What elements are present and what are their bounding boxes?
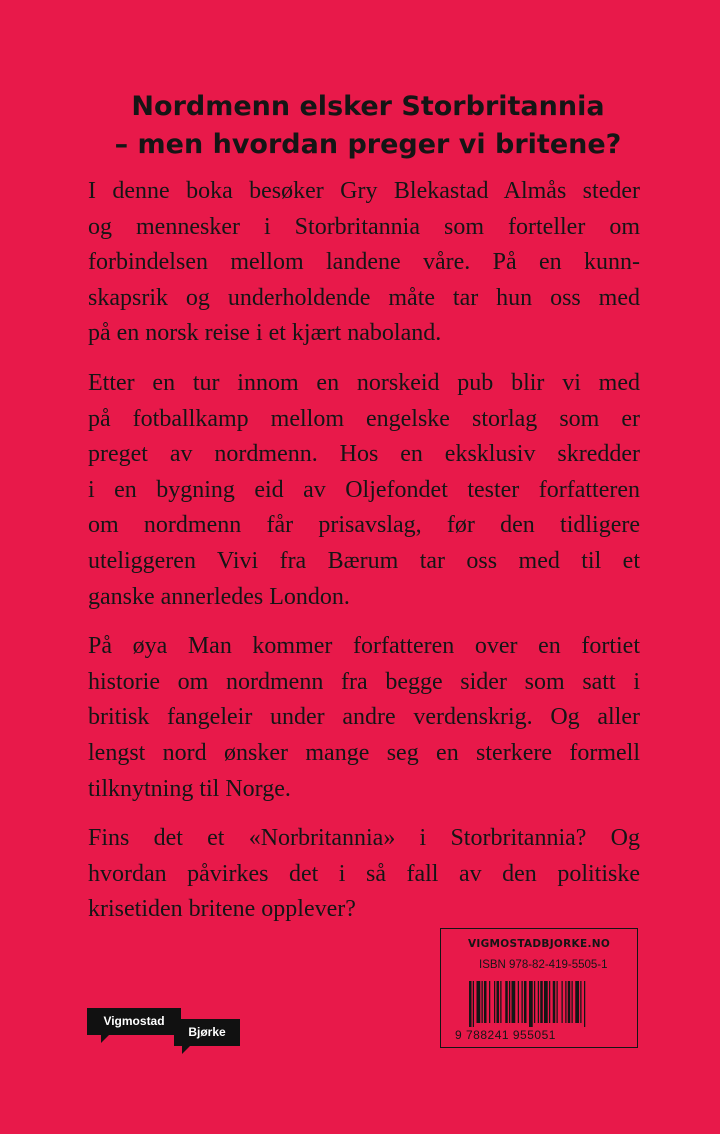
publisher-logo-vigmostad: Vigmostad	[87, 1008, 181, 1035]
text-line: historie om nordmenn fra begge sider som satt i	[88, 668, 640, 695]
text-line: på en norsk reise i et kjært naboland.	[88, 320, 442, 347]
text-line: skapsrik og underholdende måte tar hun oss med	[88, 284, 640, 311]
blurb-text	[88, 174, 640, 942]
barcode-digits: 9 788241 955051	[455, 1028, 556, 1042]
text-line: på fotballkamp mellom engelske storlag som er	[88, 405, 640, 432]
text-line: krisetiden britene opplever?	[88, 896, 356, 923]
paragraph-1	[88, 174, 640, 352]
barcode-icon	[469, 981, 619, 1027]
paragraph-4	[88, 821, 640, 928]
speech-bubble-tail-icon	[101, 1035, 109, 1043]
speech-bubble-tail-icon	[182, 1046, 190, 1054]
text-line: Fins det et «Norbritannia» i Storbritannia? Og	[88, 825, 640, 852]
text-line: forbindelsen mellom landene våre. På en kunn-	[88, 249, 640, 276]
headline-line-1: Nordmenn elsker Storbritannia	[131, 91, 605, 122]
paragraph-2	[88, 366, 640, 615]
text-line: lengst nord ønsker mange seg en sterkere formell	[88, 739, 640, 766]
text-line: britisk fangeleir under andre verdenskrig. Og aller	[88, 704, 640, 731]
publisher-website: VIGMOSTADBJORKE.NO	[467, 938, 611, 950]
isbn-number: ISBN 978-82-419-5505-1	[479, 959, 608, 971]
text-line: om nordmenn får prisavslag, før den tidligere	[88, 512, 640, 539]
text-line: uteliggeren Vivi fra Bærum tar oss med til et	[88, 547, 640, 574]
publisher-logo	[87, 1008, 247, 1052]
text-line: og mennesker i Storbritannia som forteller om	[88, 213, 640, 240]
publisher-logo-bjorke: Bjørke	[174, 1019, 240, 1046]
isbn-block	[440, 928, 638, 1048]
headline-line-2: – men hvordan preger vi britene?	[114, 129, 622, 160]
back-cover-headline	[88, 88, 648, 164]
paragraph-3	[88, 629, 640, 807]
text-line: preget av nordmenn. Hos en eksklusiv skredder	[88, 441, 640, 468]
text-line: I denne boka besøker Gry Blekastad Almås steder	[88, 178, 640, 204]
text-line: i en bygning eid av Oljefondet tester forfatteren	[88, 476, 640, 503]
text-line: På øya Man kommer forfatteren over en fortiet	[88, 633, 640, 660]
text-line: Etter en tur innom en norskeid pub blir vi med	[88, 369, 640, 396]
text-line: hvordan påvirkes det i så fall av den politiske	[88, 860, 640, 887]
text-line: ganske annerledes London.	[88, 583, 350, 610]
text-line: tilknytning til Norge.	[88, 775, 291, 802]
